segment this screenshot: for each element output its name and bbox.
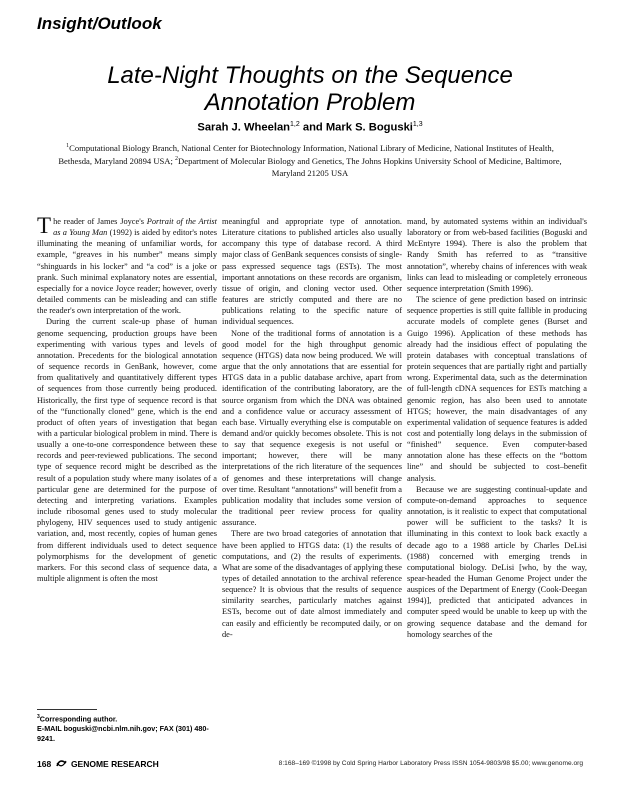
author-separator: and bbox=[299, 121, 326, 134]
paragraph-4: None of the traditional forms of annotation is a good model for the high throughput genomic sequence (HTGS) data now being produced. We will argue that the only annotations that are essential for HTGS data in a public database archive, apart from identification of the contributing laboratory, are the source organism from which the DNA was obtained and a confidence value or accuracy assessment of each base. Virtually everything else is computable on demand and/or quickly becomes obsolete. This is not to say that sequence exegesis is not useful or important; however, there will be many interpretations of the rich literature of the sequences of genomes and these interpretations will change over time. Resultant “annotations” will benefit from a publication modality that includes some version of the traditional peer review process for quality assurance. bbox=[222, 328, 402, 528]
page-number: 168 bbox=[37, 759, 52, 769]
title-line-1: Late-Night Thoughts on the Sequence bbox=[107, 62, 513, 89]
paragraph-7: The science of gene prediction based on intrinsic sequence properties is still quite fallible in producing accurate models of complete genes (Burset and Guigo 1996). Application of these methods has already had the insidious effect of populating the protein databases with conceptual translations of protein sequences that are partially right and partially wrong. Experimental data, such as the determination of full-length cDNA sequences for ESTs matching a genomic region, has also been used to annotate HTGS; however, the main disadvantages of any experimental validation of sequence features is added cost and potentially long delays in the submission of “finished” sequence. Even computer-based annotation alone has these effects on the “bottom line” and should be subjected to cost–benefit analysis. bbox=[407, 295, 587, 483]
title-line-2: Annotation Problem bbox=[204, 89, 416, 116]
paragraph-1 bbox=[37, 213, 217, 316]
paragraph-2: During the current scale-up phase of human genome sequencing, production groups have been experimenting with various types and levels of annotation. Precedents for the biological annotation of sequence records in GenBank, however, come from qualitatively and quantitatively different types of sequences from those currently being produced. Historically, the first type of sequence record is that of the “functionally cloned” gene, which is the end product of often years of investigation that began with a particular biological problem in mind. There is usually a one-to-one correspondence between these records and peer-reviewed publications. The second type of sequence record might be described as the result of a population study where many isolates of a particular gene are determined for the purpose of detecting and interpreting variations. Examples include ribosomal genes used to study molecular phylogeny, HIV sequences used to study antigenic variation, and, most recently, copies of human genes from different individuals used to detect sequence polymorphisms for the development of genetic markers. For this second class of sequence data, a multiple alignment is often the most bbox=[37, 317, 217, 583]
genome-research-logo-icon bbox=[56, 759, 67, 770]
paragraph-8: Because we are suggesting continual-update and compute-on-demand approaches to sequence annotation, is it realistic to expect that computational power will be sufficient to the tasks? It is illuminating in this context to look back exactly a decade ago to a 1988 article by Charles DeLisi (1988) concerned with emerging trends in computational biology. DeLisi [who, by the way, spear-headed the Human Genome Project under the auspices of the Department of Energy (Cook-Deegan 1994)], predicted that anticipated advances in computer speed would be unable to keep up with the growing sequence database and the demand for homology searches of the bbox=[407, 484, 587, 639]
drop-cap: T bbox=[37, 213, 52, 238]
affiliation-1-mark: 1 bbox=[66, 143, 70, 149]
footnote-mark: 3 bbox=[37, 714, 40, 720]
paragraph-1-text-a: he reader of James Joyce's bbox=[53, 217, 147, 226]
affiliation-2-mark: 2 bbox=[175, 156, 179, 163]
corresponding-author-footnote bbox=[37, 713, 217, 743]
author-line bbox=[40, 121, 580, 134]
article-title bbox=[40, 62, 580, 116]
journal-name: GENOME RESEARCH bbox=[70, 759, 159, 769]
author-1-affiliation-mark: 1,2 bbox=[290, 121, 300, 128]
body-column-3 bbox=[407, 216, 587, 640]
author-2-affiliation-mark: 1,3 bbox=[412, 121, 423, 128]
body-column-2 bbox=[222, 216, 402, 640]
affiliation-2-text: Department of Molecular Biology and Genetics, The Johns Hopkins University School of Medicine, Baltimore, Maryland 21205 USA bbox=[178, 156, 562, 178]
footnote-divider bbox=[37, 709, 97, 710]
paragraph-3: meaningful and appropriate type of annotation. Literature citations to published articles also usually accompany this type of database record. A third major class of GenBank sequences consists of single-pass expressed sequence tags (ESTs). The most important annotations on these records are organism, tissue of origin, and cloning vector used. Other features are strictly computed and there are no publications relating to the specific nature of individual sequences. bbox=[222, 217, 402, 327]
body-column-1 bbox=[37, 213, 217, 584]
paragraph-1-text-b: (1992) is aided by editor's notes illuminating the meaning of unfamiliar words, for example, “greaves in his number” means simply “shinguards in his locker” and “a cod” is a joke or prank. Such minimal explanatory notes are essential, especially for a novice Joyce reader; however, overly detailed comments can be misleading and can stifle the reader's own interpretation of the work. bbox=[37, 228, 217, 316]
footnote-line-2: E-MAIL boguski@ncbi.nlm.nih.gov; FAX (301) 480-9241. bbox=[37, 723, 209, 743]
footer-journal bbox=[37, 759, 159, 770]
footer-citation: 8:168–169 ©1998 by Cold Spring Harbor Laboratory Press ISSN 1054-9803/98 $5.00; www.genome.org bbox=[278, 760, 583, 767]
section-label: Insight/Outlook bbox=[37, 14, 162, 33]
author-2-name: Mark S. Boguski bbox=[325, 121, 413, 134]
author-1-name: Sarah J. Wheelan bbox=[197, 121, 291, 134]
paragraph-6: mand, by automated systems within an individual's laboratory or from web-based facilities (Boguski and McEntyre 1994). There is also the problem that Randy Smith has referred to as “transitive annotation”, whereby chains of inferences with weak links can lead to misleading or completely erroneous sequence interpretation (Smith 1996). bbox=[407, 217, 587, 293]
paragraph-5: There are two broad categories of annotation that have been applied to HTGS data: (1) the results of computations, and (2) the results of experiments. What are some of the disadvantages of applying these types of detailed annotation to the archival reference sequence? It is obvious that the results of sequence similarity searches, particularly matches against ESTs, become out of date almost immediately and can easily and efficiently be recomputed daily, or on de- bbox=[222, 529, 402, 639]
book-title-italic: Portrait of the Artist as a Young Man bbox=[53, 217, 217, 238]
affiliations bbox=[52, 141, 568, 179]
footnote-line-1: Corresponding author. bbox=[39, 714, 118, 724]
affiliation-1-text: Computational Biology Branch, National Center for Biotechnology Information, National Library of Medicine, National Institutes of Health, Bethesda, Maryland 20894 USA; bbox=[58, 142, 554, 167]
